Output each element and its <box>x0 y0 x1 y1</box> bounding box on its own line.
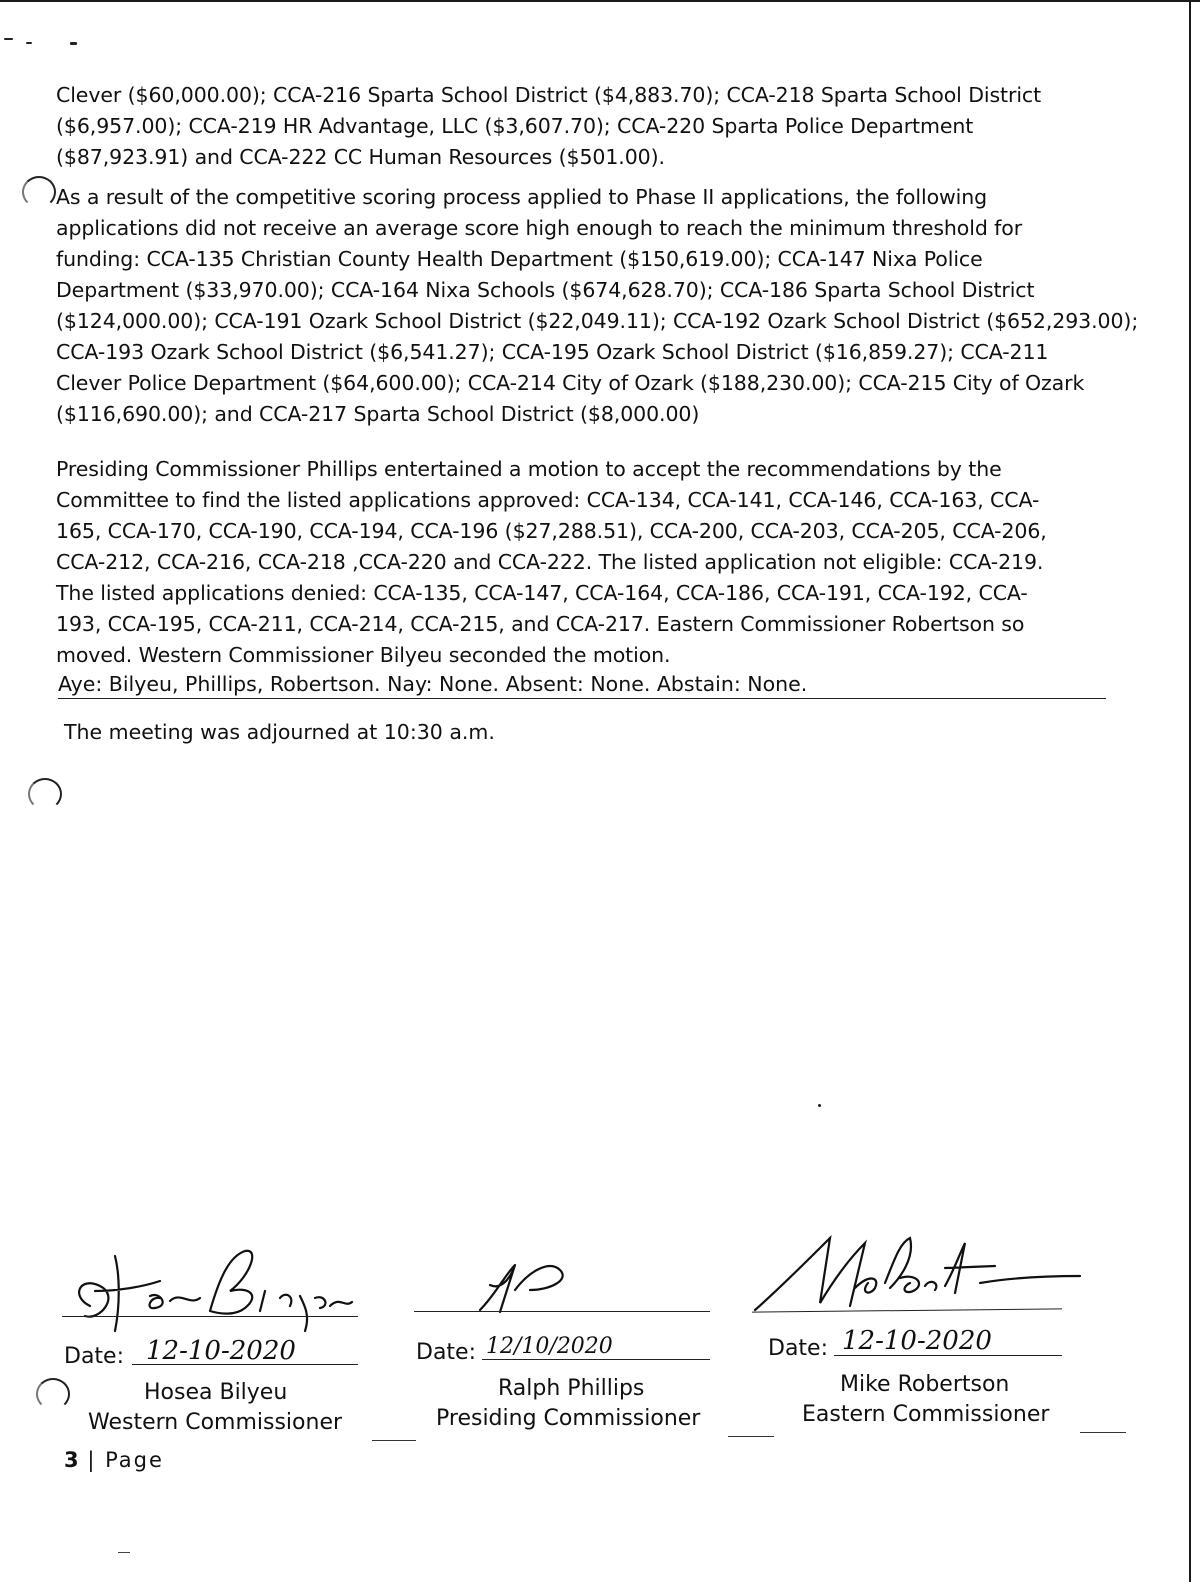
text-line: 193, CCA-195, CCA-211, CCA-214, CCA-215, and CCA-217. Eastern Commissioner Robertson so <box>56 612 1025 636</box>
handwritten-date: 12-10-2020 <box>842 1326 992 1356</box>
signer-name: Mike Robertson <box>840 1372 1010 1397</box>
adjournment-note: The meeting was adjourned at 10:30 a.m. <box>64 720 495 744</box>
text-line: As a result of the competitive scoring process applied to Phase II applications, the following <box>56 185 988 209</box>
signer-name: Ralph Phillips <box>498 1376 645 1401</box>
date-line <box>482 1359 710 1360</box>
paragraph-approved-applications <box>56 80 1041 173</box>
text-line: ($6,957.00); CCA-219 HR Advantage, LLC ($3,607.70); CCA-220 Sparta Police Department <box>56 114 974 138</box>
date-line <box>132 1364 358 1365</box>
punch-hole-mark <box>36 1378 70 1410</box>
handwritten-signature <box>750 1228 1090 1318</box>
date-label: Date: <box>768 1336 828 1361</box>
paragraph-motion <box>56 454 1047 671</box>
punch-hole-mark <box>28 778 62 810</box>
text-line: ($116,690.00); and CCA-217 Sparta School District ($8,000.00) <box>56 402 700 426</box>
blank-line <box>372 1440 416 1441</box>
date-label: Date: <box>416 1340 476 1365</box>
handwritten-date: 12-10-2020 <box>146 1336 296 1366</box>
blank-line <box>1080 1432 1126 1433</box>
signature-line <box>414 1311 710 1312</box>
scan-edge-right <box>1189 0 1191 1582</box>
text-line: applications did not receive an average score high enough to reach the minimum threshold for <box>56 216 1023 240</box>
paragraph-below-threshold <box>56 182 1138 430</box>
signer-name: Hosea Bilyeu <box>144 1380 288 1405</box>
scan-edge-top <box>0 0 1200 2</box>
text-line: CCA-212, CCA-216, CCA-218 ,CCA-220 and CCA-222. The listed application not eligible: CCA-219. <box>56 550 1044 574</box>
handwritten-signature <box>470 1250 590 1320</box>
page-word: Page <box>105 1448 164 1472</box>
scan-mark <box>118 1552 130 1553</box>
text-line: Clever ($60,000.00); CCA-216 Sparta School District ($4,883.70); CCA-218 Sparta School District <box>56 83 1042 107</box>
text-line: CCA-193 Ozark School District ($6,541.27); CCA-195 Ozark School District ($16,859.27); CCA-211 <box>56 340 1049 364</box>
text-line: moved. Western Commissioner Bilyeu seconded the motion. <box>56 643 671 667</box>
page-number: 3 <box>64 1448 79 1472</box>
text-line: Department ($33,970.00); CCA-164 Nixa Schools ($674,628.70); CCA-186 Sparta School District <box>56 278 1035 302</box>
page-separator: | <box>87 1448 97 1472</box>
text-line: 165, CCA-170, CCA-190, CCA-194, CCA-196 ($27,288.51), CCA-200, CCA-203, CCA-205, CCA-206, <box>56 519 1047 543</box>
scan-dot <box>818 1104 821 1107</box>
signer-title: Western Commissioner <box>88 1410 343 1435</box>
punch-hole-mark <box>22 176 56 208</box>
signature-line <box>62 1316 358 1317</box>
text-line: The listed applications denied: CCA-135, CCA-147, CCA-164, CCA-186, CCA-191, CCA-192, CCA- <box>56 581 1028 605</box>
date-line <box>834 1355 1062 1356</box>
text-line: funding: CCA-135 Christian County Health Department ($150,619.00); CCA-147 Nixa Police <box>56 247 983 271</box>
text-line: Committee to find the listed applications approved: CCA-134, CCA-141, CCA-146, CCA-163, CCA- <box>56 488 1040 512</box>
signer-title: Eastern Commissioner <box>802 1402 1050 1427</box>
text-line: Presiding Commissioner Phillips entertained a motion to accept the recommendations by the <box>56 457 1002 481</box>
text-line: ($124,000.00); CCA-191 Ozark School District ($22,049.11); CCA-192 Ozark School District ($652,293.00); <box>56 309 1139 333</box>
handwritten-date: 12/10/2020 <box>486 1334 613 1359</box>
signer-title: Presiding Commissioner <box>436 1406 701 1431</box>
date-label: Date: <box>64 1344 124 1369</box>
scan-specks <box>4 34 84 54</box>
page-footer <box>64 1448 164 1472</box>
text-line: ($87,923.91) and CCA-222 CC Human Resources ($501.00). <box>56 145 665 169</box>
text-line: Clever Police Department ($64,600.00); CCA-214 City of Ozark ($188,230.00); CCA-215 City of Ozark <box>56 371 1085 395</box>
blank-line <box>728 1436 774 1437</box>
handwritten-signature <box>60 1236 360 1346</box>
vote-record: Aye: Bilyeu, Phillips, Robertson. Nay: None. Absent: None. Abstain: None. <box>58 670 1106 699</box>
